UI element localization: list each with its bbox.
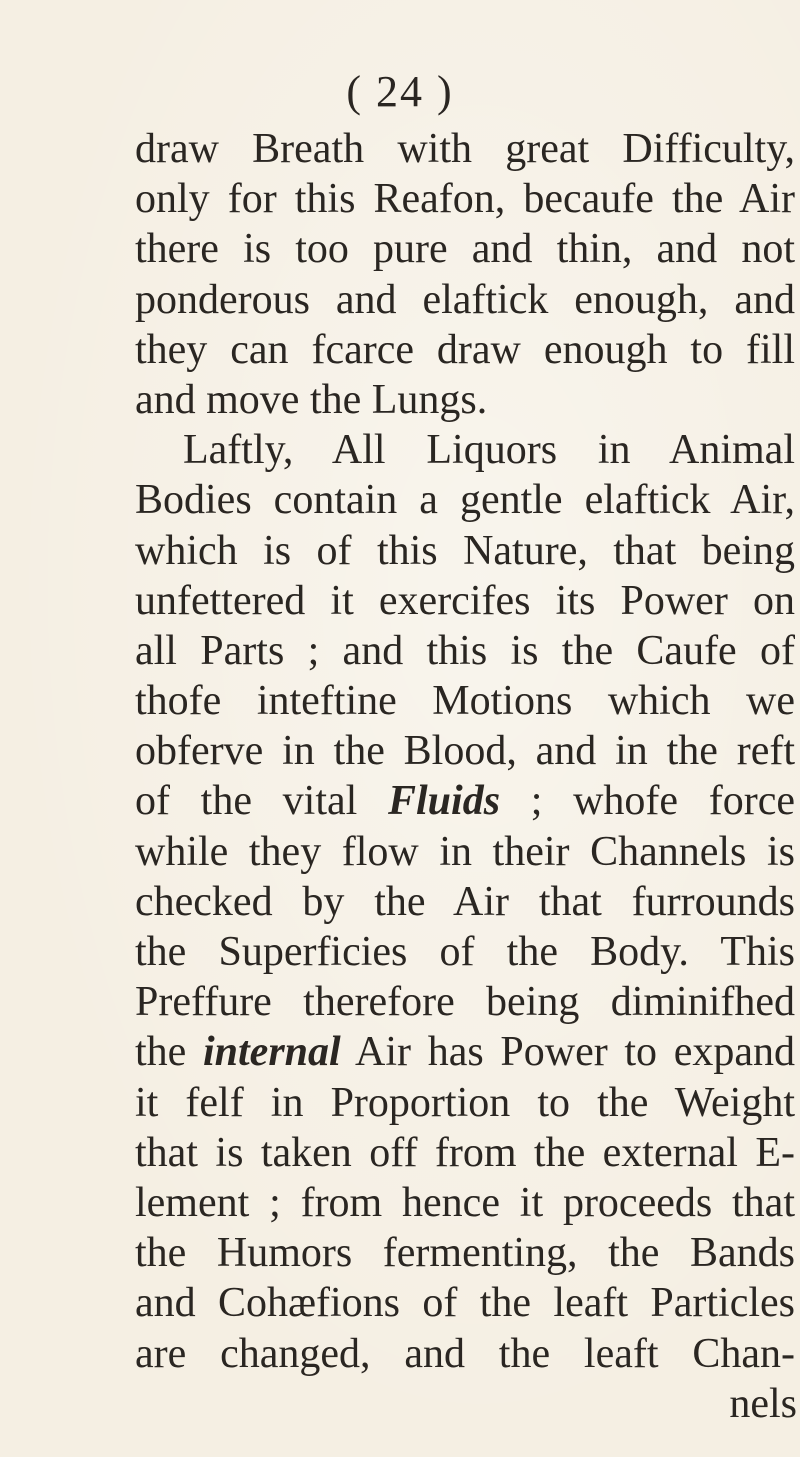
text-line: only for this Reafon, becaufe the Air [135, 176, 795, 223]
text-line: Bodies contain a gentle elaftick Air, [135, 477, 795, 524]
italic-word: Fluids [388, 778, 501, 825]
text-line: are changed, and the leaft Chan- [135, 1330, 795, 1377]
text-run: of the vital [135, 778, 388, 825]
text-line [135, 776, 795, 826]
text-line: the Humors fermenting, the Bands [135, 1230, 795, 1277]
text-line: and Cohæfions of the leaft Particles [135, 1280, 795, 1327]
text-line: the Superficies of the Body. This [135, 929, 795, 975]
text-line: it felf in Proportion to the Weight [135, 1079, 795, 1126]
text-run: ; whofe force [500, 778, 795, 825]
text-line: all Parts ; and this is the Caufe of [135, 627, 795, 674]
catchword: nels [729, 1380, 797, 1427]
text-run: Air has Power to expand [340, 1029, 795, 1076]
text-line: checked by the Air that furrounds [135, 878, 795, 925]
body-text [135, 124, 800, 1429]
text-line: while they flow in their Channels is [135, 828, 795, 875]
text-line: ponderous and elaftick enough, and [135, 276, 795, 323]
page-number: ( 24 ) [346, 67, 454, 116]
text-line: unfettered it exercifes its Power on [135, 577, 795, 624]
text-line: Laftly, All Liquors in Animal [183, 427, 795, 474]
text-line: they can fcarce draw enough to fill [135, 326, 795, 373]
text-line [135, 1027, 795, 1077]
text-line: draw Breath with great Difficulty, [135, 126, 795, 172]
text-run: the [135, 1029, 203, 1076]
text-line: which is of this Nature, that being [135, 527, 795, 574]
italic-word: internal [202, 1029, 341, 1076]
text-line: thofe inteftine Motions which we [135, 678, 795, 725]
text-line: and move the Lungs. [135, 376, 488, 423]
text-line: that is taken off from the external E- [135, 1129, 795, 1176]
text-line: Preffure therefore being diminifhed [135, 979, 795, 1026]
text-line: obferve in the Blood, and in the reft [135, 728, 795, 775]
text-line: lement ; from hence it proceeds that [135, 1179, 795, 1226]
text-line: there is too pure and thin, and not [135, 226, 795, 273]
